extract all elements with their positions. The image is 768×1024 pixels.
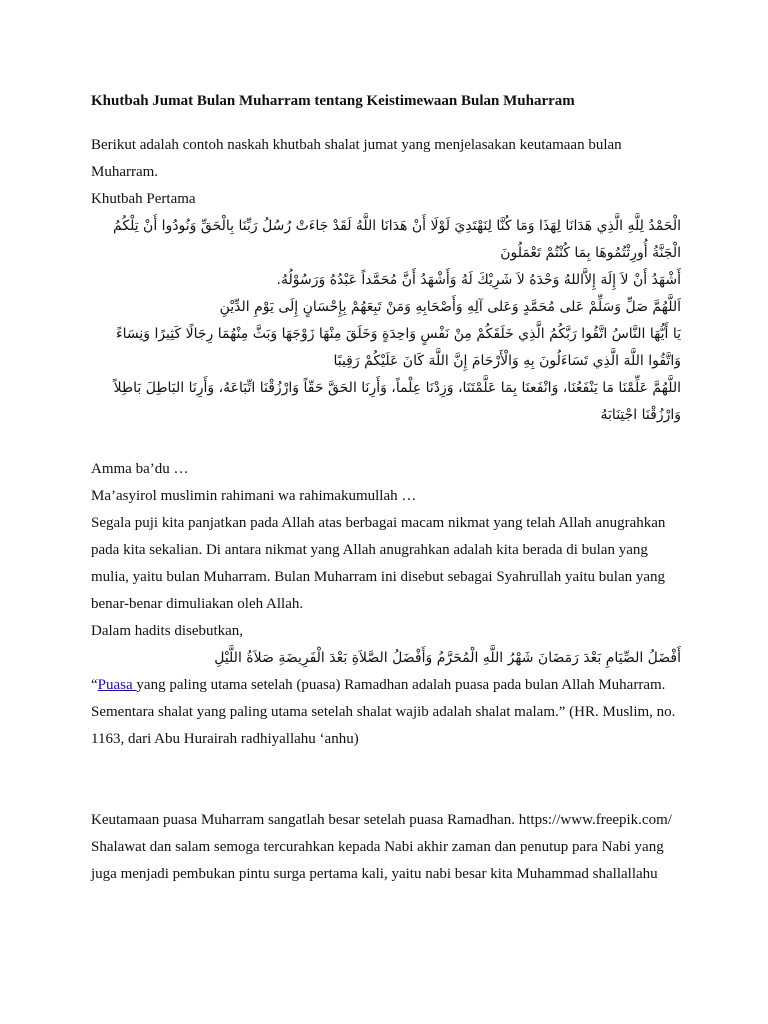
section-label: Khutbah Pertama: [91, 191, 196, 207]
closing-paragraph-2: Shalawat dan salam semoga tercurahkan kepada Nabi akhir zaman dan penutup para Nabi yang juga menjadi pembukan pintu surga pertama kali, yaitu nabi besar kita Muhammad shallallahu: [91, 839, 664, 882]
arabic-opening: [91, 213, 681, 429]
translation-text: yang paling utama setelah (puasa) Ramadhan adalah puasa pada bulan Allah Muharram. Sementara shalat yang paling utama setelah shalat wajib adalah shalat malam.” (HR. Muslim, no. 1163, dari Abu Hurairah radhiyallahu ‘anhu): [91, 677, 676, 747]
document-title: Khutbah Jumat Bulan Muharram tentang Keistimewaan Bulan Muharram: [91, 93, 575, 109]
intro-paragraph: Berikut adalah contoh naskah khutbah shalat jumat yang menjelasakan keutamaan bulan Muharram.: [91, 137, 622, 180]
closing-paragraph-1: Keutamaan puasa Muharram sangatlah besar setelah puasa Ramadhan. https://www.freepik.com/: [91, 812, 672, 828]
arabic-hamdalah: الْحَمْدُ لِلَّهِ الَّذِي هَدَانَا لِهَذَا وَمَا كُنَّا لِنَهْتَدِيَ لَوْلَا أَنْ هَدَانَا اللَّهُ لَقَدْ جَاءَتْ رُسُلُ رَبِّنَا بِالْحَقِّ وَنُودُوا أَنْ تِلْكُمُ الْجَنَّةُ أُورِثْتُمُوهَا بِمَا كُنْتُمْ تَعْمَلُونَ: [113, 218, 681, 261]
arabic-doa: اللَّهُمَّ عَلِّمْنَا مَا يَنْفَعُنَا، وَانْفَعنَا بِمَا عَلَّمْتَنَا، وَزِدْنَا عِلْماً، وَأَرِنَا الحَقَّ حَقّاً وَارْزُقْنَا اتِّبَاعَهُ، وَأَرِنَا البَاطِلَ بَاطِلاً وَارْزُقْنَا اجْتِنَابَهُ: [113, 380, 681, 423]
hadith-translation: [91, 672, 681, 753]
arabic-shalawat: اَللَّهُمَّ صَلِّ وَسَلِّمْ عَلى مُحَمَّدٍ وَعَلى آلِهِ وَأَصْحَابِهِ وَمَنْ تَبِعَهُمْ بِإِحْسَانٍ إِلَى يَوْمِ الدِّيْنِ: [219, 299, 681, 315]
document-page: [91, 88, 681, 888]
amma-badu: Amma ba’du …: [91, 461, 189, 477]
puasa-link[interactable]: Puasa: [97, 677, 137, 693]
spacer: [91, 429, 681, 456]
body-paragraph: Segala puji kita panjatkan pada Allah atas berbagai macam nikmat yang telah Allah anugrahkan pada kita sekalian. Di antara nikmat yang Allah anugrahkan adalah kita berada di bulan yang mulia, yaitu bulan Muharram. Bulan Muharram ini disebut sebagai Syahrullah yaitu bulan yang benar-benar dimuliakan oleh Allah.: [91, 515, 666, 612]
maasyirol-line: Ma’asyirol muslimin rahimani wa rahimakumullah …: [91, 488, 417, 504]
arabic-quran-verse: يَا أَيُّهَا النَّاسُ اتَّقُوا رَبَّكُمُ الَّذِي خَلَقَكُمْ مِنْ نَفْسٍ وَاحِدَةٍ وَخَلَقَ مِنْهَا زَوْجَهَا وَبَثَّ مِنْهُمَا رِجَالًا كَثِيرًا وَنِسَاءً وَاتَّقُوا اللَّهَ الَّذِي تَسَاءَلُونَ بِهِ وَالْأَرْحَامَ إِنَّ اللَّهَ كَانَ عَلَيْكُمْ رَقِيبًا: [116, 326, 681, 369]
open-quote: “: [91, 677, 98, 693]
hadith-intro: Dalam hadits disebutkan,: [91, 623, 244, 639]
spacer: [91, 753, 681, 807]
hadith-arabic: أَفْضَلُ الصِّيَامِ بَعْدَ رَمَضَانَ شَهْرُ اللَّهِ الْمُحَرَّمُ وَأَفْضَلُ الصَّلاَةِ بَعْدَ الْفَرِيضَةِ صَلاَةُ اللَّيْلِ: [214, 650, 681, 666]
arabic-syahadat: أَشْهَدُ أَنْ لاَ إِلَهَ إِلاَّاللهُ وَحْدَهُ لاَ شَرِيْكَ لَهُ وَأَشْهَدُ أَنَّ مُحَمَّداً عَبْدُهُ وَرَسُوْلُهُ.: [276, 272, 681, 288]
